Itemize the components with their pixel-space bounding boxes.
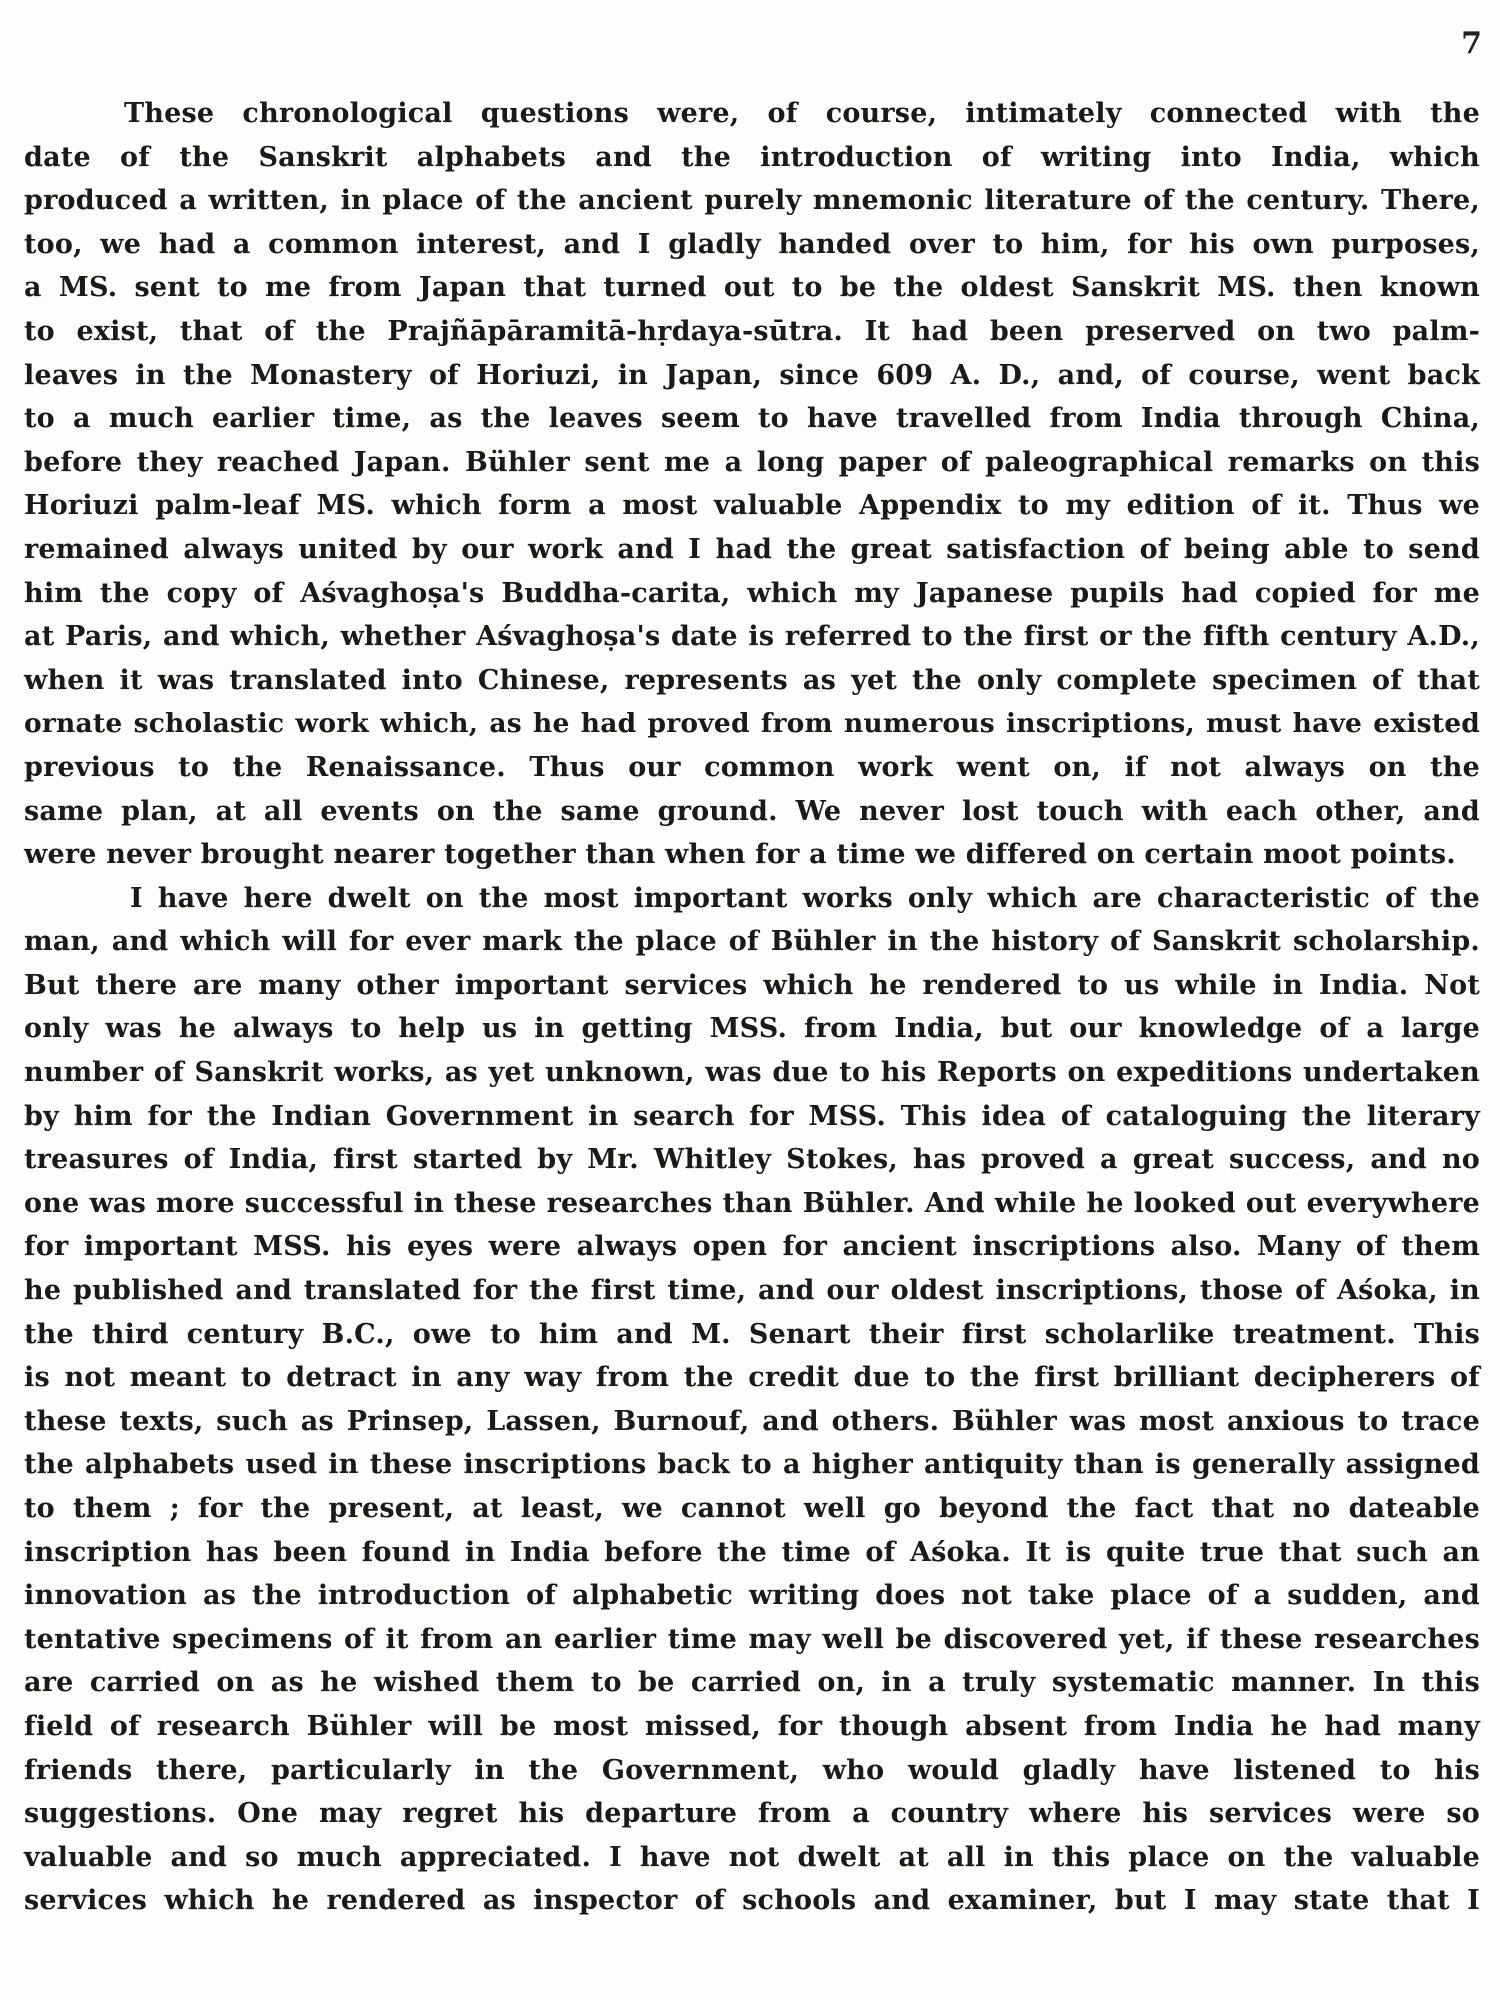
text-line: ornate scholastic work which, as he had proved from numerous inscriptions, must have existed <box>24 708 1480 740</box>
text-line: field of research Bühler will be most missed, for though absent from India he had many <box>24 1710 1480 1742</box>
text-line: too, we had a common interest, and I gladly handed over to him, for his own purposes, <box>24 228 1480 260</box>
text-line: produced a written, in place of the ancient purely mnemonic literature of the century. There, <box>24 185 1480 217</box>
text-line: friends there, particularly in the Government, who would gladly have listened to his <box>24 1754 1480 1786</box>
page-number: 7 <box>1461 26 1482 61</box>
text-line: services which he rendered as inspector of schools and examiner, but I may state that I <box>24 1885 1480 1917</box>
text-line: at Paris, and which, whether Aśvaghoṣa's date is referred to the first or the fifth century A.D., <box>24 621 1480 653</box>
text-line: are carried on as he wished them to be carried on, in a truly systematic manner. In this <box>24 1667 1480 1699</box>
text-line: number of Sanskrit works, as yet unknown, was due to his Reports on expeditions undertaken <box>24 1057 1480 1089</box>
text-line: date of the Sanskrit alphabets and the introduction of writing into India, which <box>24 141 1480 173</box>
body-text <box>24 92 1480 1923</box>
text-line: man, and which will for ever mark the place of Bühler in the history of Sanskrit scholarship. <box>24 926 1480 958</box>
text-line: tentative specimens of it from an earlier time may well be discovered yet, if these researches <box>24 1623 1480 1655</box>
text-line: one was more successful in these researches than Bühler. And while he looked out everywhere <box>24 1187 1480 1219</box>
text-line: to exist, that of the Prajñāpāramitā-hṛdaya-sūtra. It had been preserved on two palm- <box>24 315 1480 347</box>
text-line: inscription has been found in India before the time of Aśoka. It is quite true that such an <box>24 1536 1480 1568</box>
text-line: Horiuzi palm-leaf MS. which form a most valuable Appendix to my edition of it. Thus we <box>24 490 1480 522</box>
text-line: when it was translated into Chinese, represents as yet the only complete specimen of that <box>24 664 1480 696</box>
text-line: remained always united by our work and I had the great satisfaction of being able to send <box>24 533 1480 565</box>
text-line: him the copy of Aśvaghoṣa's Buddha-carita, which my Japanese pupils had copied for me <box>24 577 1480 609</box>
text-line: he published and translated for the first time, and our oldest inscriptions, those of Aśoka, in <box>24 1275 1480 1307</box>
text-line: These chronological questions were, of course, intimately connected with the <box>124 98 1480 129</box>
text-line: for important MSS. his eyes were always open for ancient inscriptions also. Many of them <box>24 1231 1480 1263</box>
text-line: suggestions. One may regret his departure from a country where his services were so <box>24 1798 1480 1830</box>
text-line: treasures of India, first started by Mr. Whitley Stokes, has proved a great success, and no <box>24 1144 1480 1176</box>
text-line: before they reached Japan. Bühler sent me a long paper of paleographical remarks on this <box>24 446 1480 478</box>
text-line: were never brought nearer together than when for a time we differed on certain moot points. <box>24 839 1456 871</box>
text-line: But there are many other important services which he rendered to us while in India. Not <box>24 969 1480 1001</box>
text-line: to them ; for the present, at least, we cannot well go beyond the fact that no dateable <box>24 1493 1480 1524</box>
text-line: I have here dwelt on the most important works only which are characteristic of the <box>130 882 1480 914</box>
text-line: valuable and so much appreciated. I have not dwelt at all in this place on the valuable <box>24 1841 1480 1873</box>
text-line: by him for the Indian Government in search for MSS. This idea of cataloguing the literary <box>24 1100 1480 1132</box>
text-line: a MS. sent to me from Japan that turned out to be the oldest Sanskrit MS. then known <box>24 272 1480 304</box>
text-line: leaves in the Monastery of Horiuzi, in Japan, since 609 A. D., and, of course, went back <box>24 359 1480 391</box>
text-line: innovation as the introduction of alphabetic writing does not take place of a sudden, and <box>24 1580 1480 1612</box>
text-line: the alphabets used in these inscriptions back to a higher antiquity than is generally assigned <box>24 1449 1480 1481</box>
text-line: same plan, at all events on the same ground. We never lost touch with each other, and <box>24 795 1480 827</box>
text-line: the third century B.C., owe to him and M. Senart their first scholarlike treatment. This <box>24 1318 1480 1350</box>
text-line: to a much earlier time, as the leaves seem to have travelled from India through China, <box>24 403 1480 435</box>
text-line: previous to the Renaissance. Thus our common work went on, if not always on the <box>24 751 1480 783</box>
text-line: these texts, such as Prinsep, Lassen, Burnouf, and others. Bühler was most anxious to trace <box>24 1405 1480 1437</box>
text-line: only was he always to help us in getting MSS. from India, but our knowledge of a large <box>24 1013 1480 1045</box>
text-line: is not meant to detract in any way from the credit due to the first brilliant decipherers of <box>24 1362 1480 1394</box>
